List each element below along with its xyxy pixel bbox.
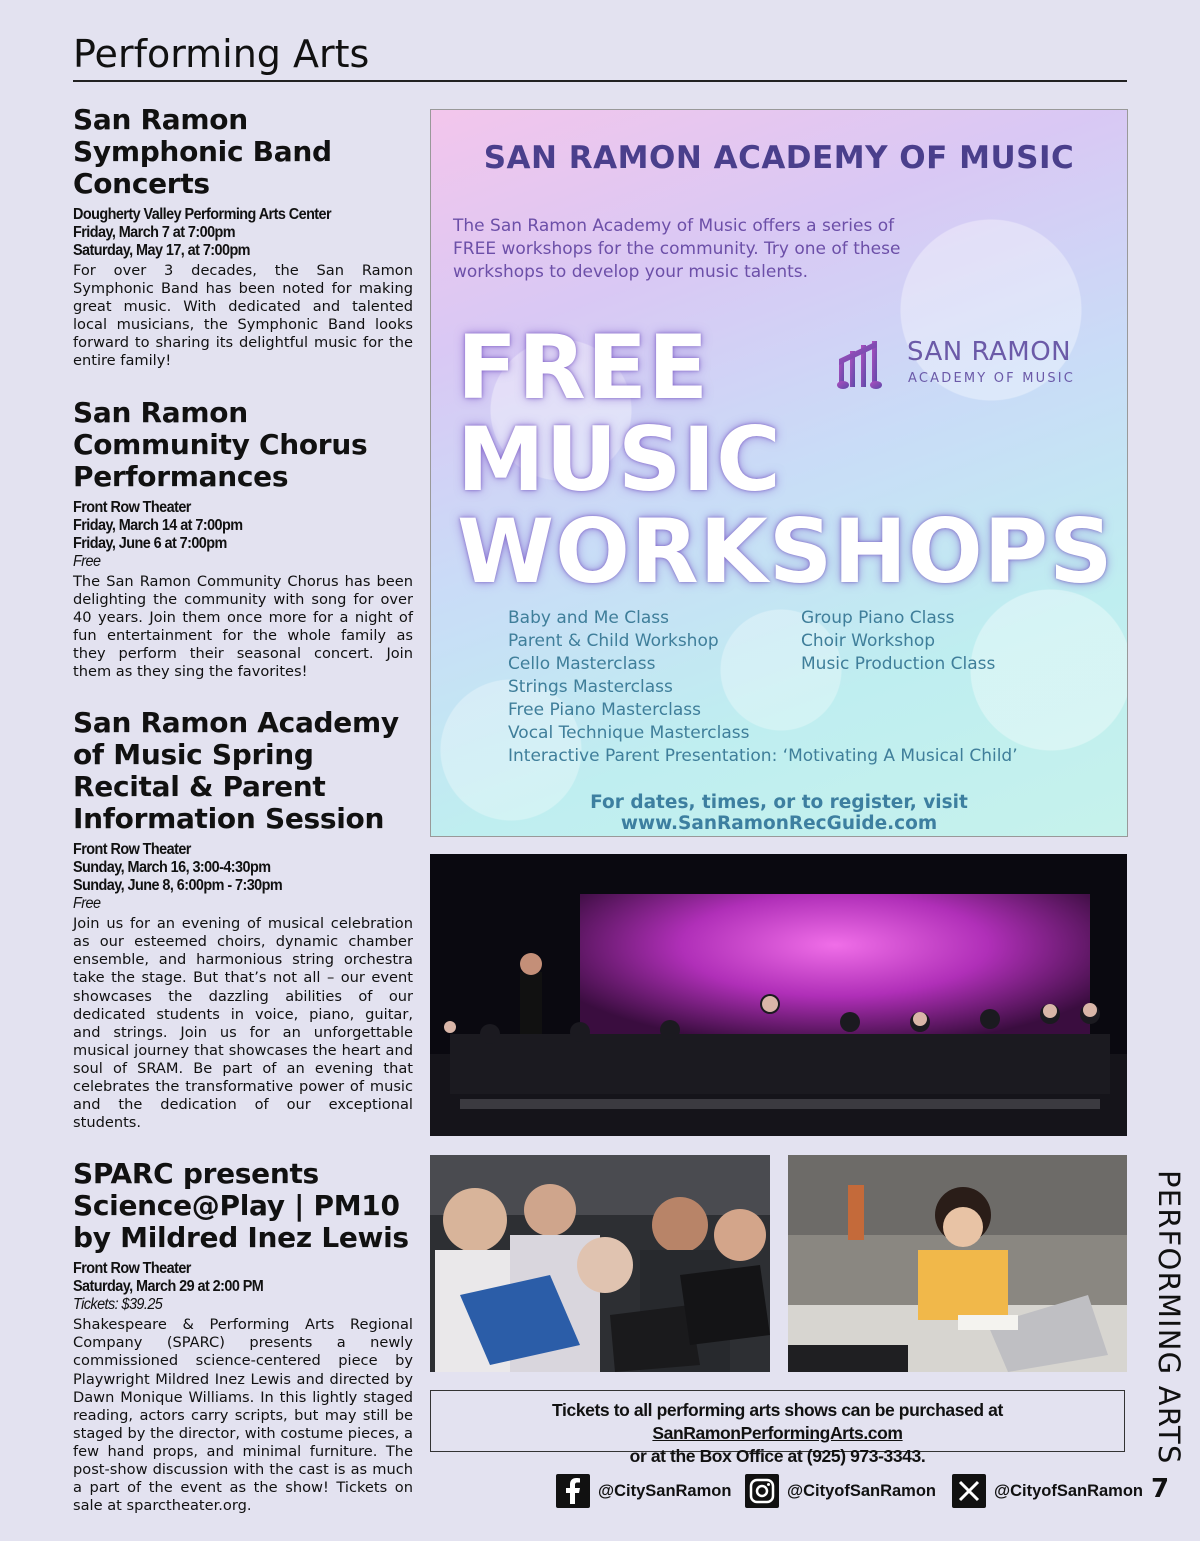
event-venue: Front Row Theater [73,841,191,859]
x-handle: @CityofSanRamon [994,1481,1144,1500]
logo-name: SAN RAMON [907,337,1072,367]
x-icon [952,1474,986,1508]
event-price: Free [73,895,101,913]
event-venue: Front Row Theater [73,498,191,516]
event-title: San Ramon Symphonic Band Concerts [73,103,332,200]
tickets-line-1 [431,1399,1124,1445]
event-description: Join us for an evening of musical celebration as our esteemed choirs, dynamic chamber ensemble, and harmonious string orchestra take the stage. But that’s not all – our event showcases the dazzling abilities of our dedicated students in voice, piano, guitar, and strings. Join us for an unforgettable musical journey that showcases the heart and soul of SRAM. Be part of an evening that celebrates the transformative power of music and the dedication of our exceptional students. [73,915,413,1132]
workshop-item: Parent & Child Workshop [508,631,719,651]
chorus-photo [430,1155,770,1372]
event-symphonic-band [73,104,413,371]
workshop-list-right [801,607,995,676]
poster-headline-line: FREE [457,316,710,419]
academy-logo [835,335,1105,395]
event-academy-recital [73,707,413,1132]
events-column [73,104,413,1541]
music-workshops-poster [430,109,1128,837]
workshop-item: Baby and Me Class [508,608,669,628]
event-date: Saturday, May 17, at 7:00pm [73,242,250,259]
event-sparc-play [73,1158,413,1515]
event-title: SPARC presents Science@Play | PM10 by Mildred Inez Lewis [73,1157,409,1255]
page-title: Performing Arts [73,32,370,76]
event-price: Tickets: $39.25 [73,1296,163,1314]
chorus-singers-image [430,1155,770,1372]
band-stage-image [430,854,1127,1136]
instagram-icon [745,1474,779,1508]
workshop-item: Vocal Technique Masterclass [508,723,750,743]
page-header [73,30,1127,78]
student-laptop-image [788,1155,1127,1372]
event-date: Saturday, March 29 at 2:00 PM [73,1278,264,1296]
facebook-handle: @CitySanRamon [598,1481,732,1500]
header-divider [73,80,1127,82]
event-community-chorus [73,397,413,682]
workshop-item: Music Production Class [801,654,996,674]
workshop-item: Choir Workshop [801,631,936,651]
social-instagram[interactable] [745,1473,936,1509]
logo-subtitle: ACADEMY OF MUSIC [908,371,1076,386]
event-venue: Dougherty Valley Performing Arts Center [73,206,332,223]
instagram-handle: @CityofSanRamon [787,1481,937,1500]
event-date: Friday, June 6 at 7:00pm [73,534,227,552]
workshop-item: Free Piano Masterclass [508,700,701,720]
event-description: The San Ramon Community Chorus has been delighting the community with song for over 40 years. Join them once more for a night of fun entertainment for the whole family as they perform their seasonal concert. Join them as they sing the favorites! [73,572,413,681]
social-facebook[interactable] [556,1473,731,1509]
event-description: Shakespeare & Performing Arts Regional Company (SPARC) presents a newly commissioned science-centered piece by Playwright Mildred Inez Lewis and directed by Dawn Monique Williams. In this lightly staged reading, actors carry scripts, but may still be staged by the director, with costume pieces, a few hand props, and minimal furniture. The post-show discussion with the cast is as much a part of the event as the show! Tickets on sale at sparctheater.org. [73,1316,413,1515]
music-notes-icon [835,337,889,391]
performing-arts-link[interactable]: SanRamonPerformingArts.com [652,1423,903,1443]
workshop-item: Interactive Parent Presentation: ‘Motivating A Musical Child’ [508,746,1018,766]
event-price: Free [73,552,101,570]
event-description: For over 3 decades, the San Ramon Symphonic Band has been noted for making great music. With dedicated and talented local musicians, the Symphonic Band looks forward to sharing its delightful music for the entire family! [73,262,413,370]
facebook-icon [556,1474,590,1508]
tickets-text: Tickets to all performing arts shows can be purchased at [552,1400,1003,1420]
poster-cta: For dates, times, or to register, visit www.SanRamonRecGuide.com [590,792,968,834]
event-title: San Ramon Community Chorus Performances [73,395,368,493]
social-x[interactable] [952,1473,1143,1509]
event-date: Friday, March 14 at 7:00pm [73,516,243,534]
event-venue: Front Row Theater [73,1260,191,1278]
symphonic-band-photo [430,854,1127,1136]
poster-headline-line: MUSIC [457,408,782,511]
event-title: San Ramon Academy of Music Spring Recital & Parent Information Session [73,706,399,836]
event-date: Sunday, March 16, 3:00-4:30pm [73,859,271,877]
poster-title: SAN RAMON ACADEMY OF MUSIC [483,140,1075,176]
workshop-item: Group Piano Class [801,608,955,628]
workshop-item: Cello Masterclass [508,654,656,674]
side-label-text: PERFORMING ARTS [1152,1170,1186,1465]
poster-headline-line: WORKSHOPS [457,500,1114,603]
event-date: Friday, March 7 at 7:00pm [73,224,236,241]
event-date: Sunday, June 8, 6:00pm - 7:30pm [73,877,283,895]
tickets-info-box [430,1390,1125,1466]
poster-intro: The San Ramon Academy of Music offers a series of FREE workshops for the community. Try one of these workshops to develop your music talents. [453,216,901,282]
music-production-photo [788,1155,1127,1372]
tickets-line-2: or at the Box Office at (925) 973-3343. [629,1446,926,1466]
page-number: 7 [1151,1474,1170,1504]
workshop-item: Strings Masterclass [508,677,673,697]
section-side-label [1146,1170,1186,1465]
